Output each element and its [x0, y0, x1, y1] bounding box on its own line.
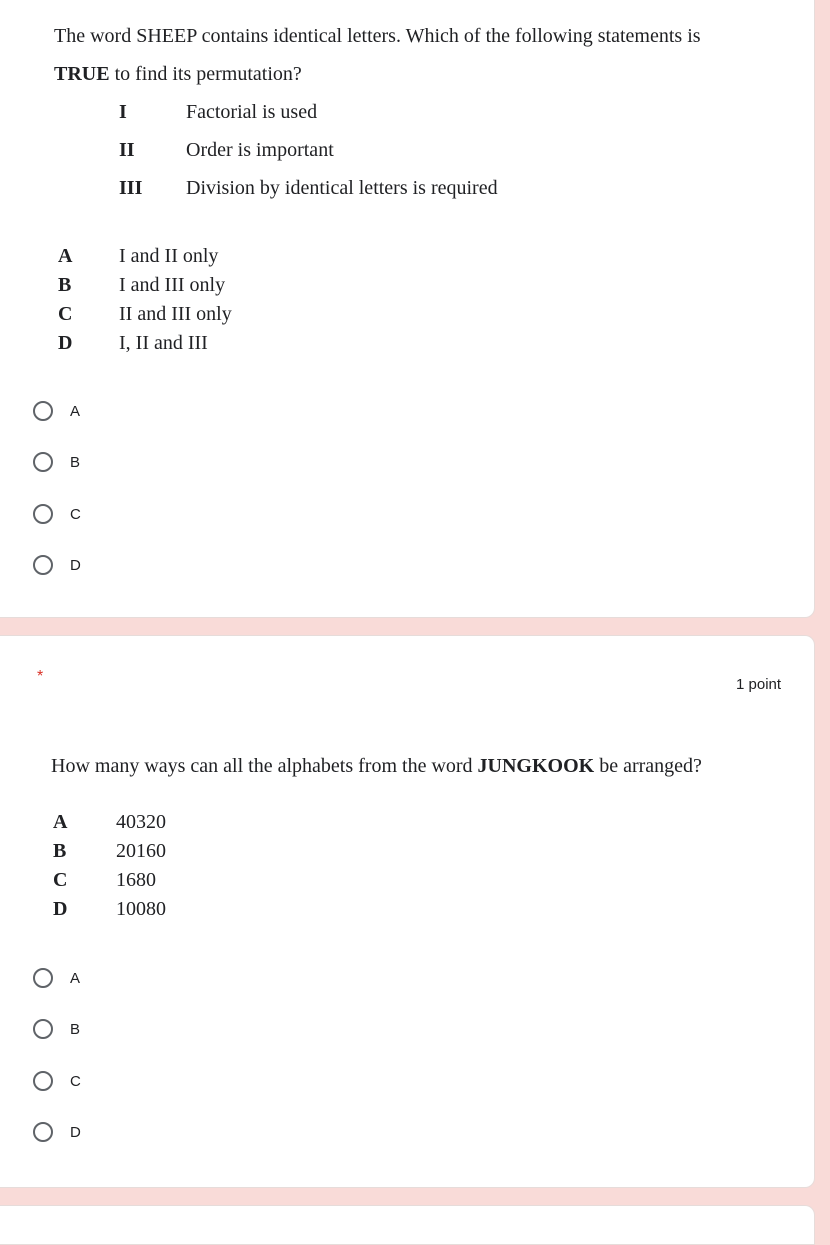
radio-option-c[interactable]	[33, 499, 81, 529]
question-2-text-after: be arranged?	[594, 755, 702, 777]
choice-a-text: 40320	[116, 811, 166, 833]
question-card-2	[0, 635, 815, 1188]
radio-option-label: D	[70, 1123, 81, 1141]
question-1-line-2-rest: to find its permutation?	[109, 63, 302, 85]
radio-option-label: A	[70, 402, 81, 420]
radio-option-b[interactable]	[33, 447, 80, 477]
radio-option-label: C	[70, 505, 81, 523]
radio-option-label: B	[70, 1020, 81, 1038]
choice-c-text: 1680	[116, 869, 156, 891]
choice-d-letter: D	[53, 898, 68, 920]
radio-option-a[interactable]	[33, 396, 80, 426]
choice-d-text: 10080	[116, 898, 166, 920]
choice-c-letter: C	[58, 303, 73, 325]
choice-a-letter: A	[53, 811, 68, 833]
statement-2-number: II	[119, 139, 135, 161]
radio-circle-icon[interactable]	[33, 1071, 53, 1091]
points-label: 1 point	[736, 676, 782, 693]
radio-option-b[interactable]	[33, 1014, 80, 1044]
radio-option-c[interactable]	[33, 1066, 81, 1096]
choice-c-text: II and III only	[119, 303, 232, 325]
question-1-emphasis: TRUE	[54, 63, 110, 85]
statement-3-text: Division by identical letters is required	[186, 177, 498, 199]
choice-a-letter: A	[58, 245, 73, 267]
question-1-line-1: The word SHEEP contains identical letters. Which of the following statements is	[54, 25, 701, 47]
statement-1-text: Factorial is used	[186, 101, 318, 123]
radio-circle-icon[interactable]	[33, 1019, 53, 1039]
statement-1-number: I	[119, 101, 127, 123]
choice-d-text: I, II and III	[119, 332, 208, 354]
question-2-text	[51, 755, 702, 778]
radio-option-a[interactable]	[33, 963, 80, 993]
choice-d-letter: D	[58, 332, 73, 354]
required-asterisk: *	[37, 668, 44, 685]
radio-circle-icon[interactable]	[33, 452, 53, 472]
radio-option-label: A	[70, 969, 81, 987]
choice-b-letter: B	[58, 274, 72, 296]
radio-circle-icon[interactable]	[33, 504, 53, 524]
question-card-1	[0, 0, 815, 618]
choice-a-text: I and II only	[119, 245, 219, 267]
question-1-line-2	[54, 63, 302, 86]
radio-option-d[interactable]	[33, 1117, 81, 1147]
radio-circle-icon[interactable]	[33, 968, 53, 988]
radio-option-label: C	[70, 1072, 81, 1090]
question-card-3	[0, 1205, 815, 1245]
question-2-text-before: How many ways can all the alphabets from the word	[51, 755, 478, 777]
choice-b-text: 20160	[116, 840, 166, 862]
choice-c-letter: C	[53, 869, 68, 891]
radio-option-label: B	[70, 453, 81, 471]
statement-3-number: III	[119, 177, 143, 199]
radio-circle-icon[interactable]	[33, 1122, 53, 1142]
statement-2-text: Order is important	[186, 139, 334, 161]
radio-circle-icon[interactable]	[33, 555, 53, 575]
radio-circle-icon[interactable]	[33, 401, 53, 421]
question-2-word: JUNGKOOK	[477, 755, 595, 777]
radio-option-d[interactable]	[33, 550, 81, 580]
choice-b-text: I and III only	[119, 274, 226, 296]
choice-b-letter: B	[53, 840, 67, 862]
radio-option-label: D	[70, 556, 81, 574]
